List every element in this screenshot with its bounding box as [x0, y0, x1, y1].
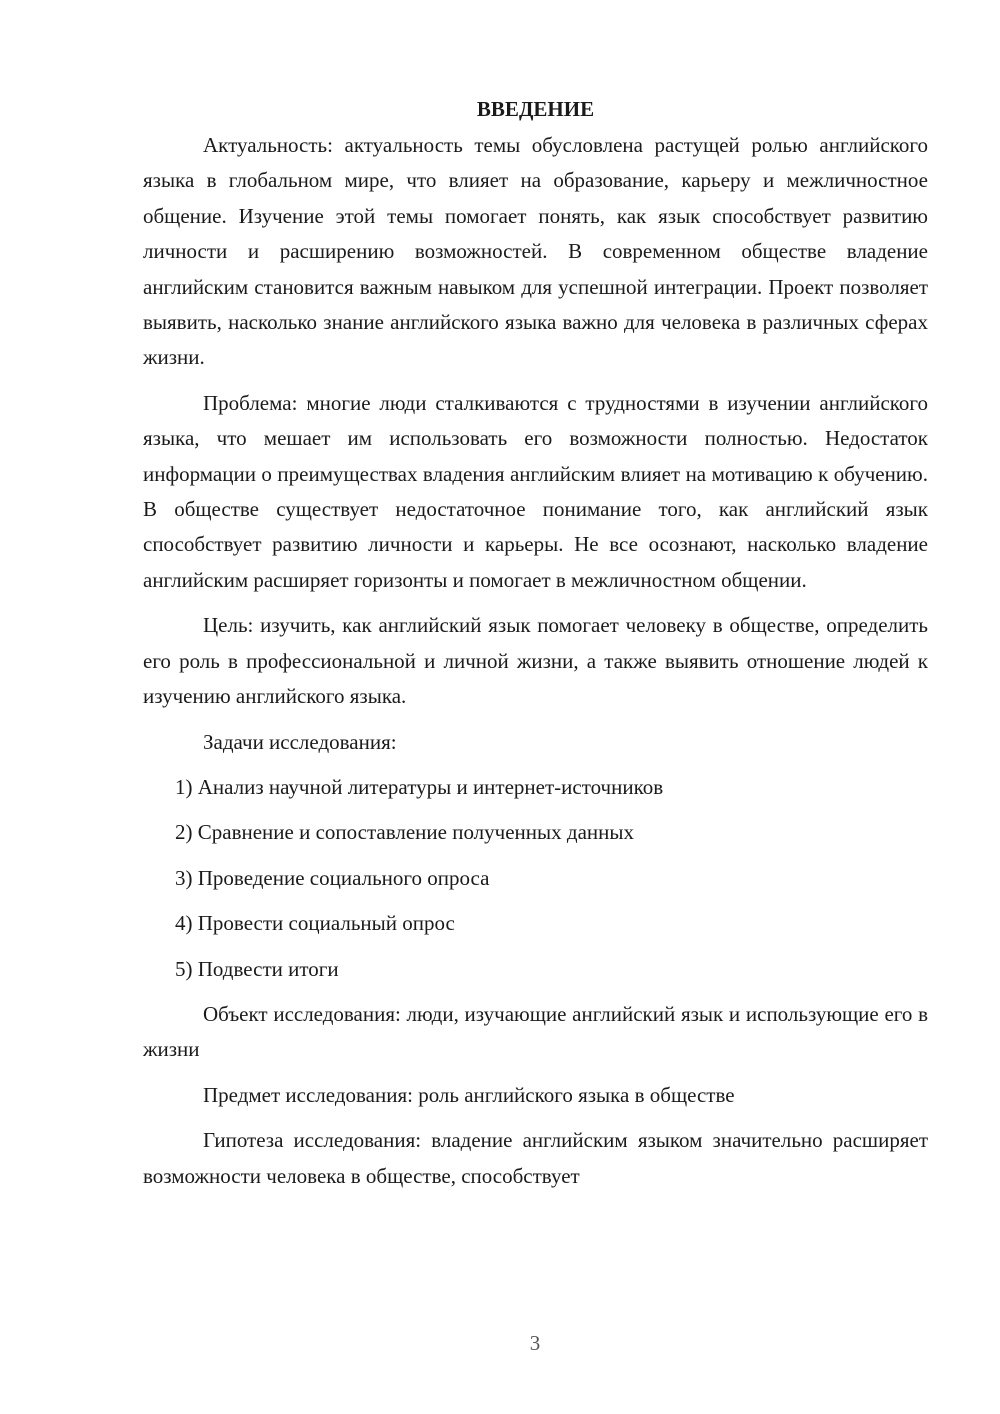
object-paragraph: Объект исследования: люди, изучающие английский язык и использующие его в жизни: [143, 1001, 928, 1062]
subject-paragraph: Предмет исследования: роль английского языка в обществе: [203, 1082, 735, 1107]
task-item: 1) Анализ научной литературы и интернет-источников: [175, 774, 664, 799]
task-item: 5) Подвести итоги: [175, 956, 339, 981]
task-item: 4) Провести социальный опрос: [175, 911, 455, 936]
problem-paragraph: Проблема: многие люди сталкиваются с трудностями в изучении английского языка, что мешает им использовать его возможности полностью. Недостаток информации о преимуществах владения английским влияет на мотивацию к обучению. В обществе существует недостаточное понимание того, как английский язык способствует развитию личности и карьеры. Не все осознают, насколько владение английским расширяет горизонты и помогает в межличностном общении.: [143, 390, 928, 592]
task-item: 3) Проведение социального опроса: [175, 865, 490, 890]
hypothesis-paragraph: Гипотеза исследования: владение английским языком значительно расширяет возможности человека в обществе, способствует: [143, 1128, 928, 1188]
page-title: ВВЕДЕНИЕ: [476, 97, 595, 121]
goal-paragraph: Цель: изучить, как английский язык помогает человеку в обществе, определить его роль в профессиональной и личной жизни, а также выявить отношение людей к изучению английского языка.: [143, 613, 928, 709]
page-content: [143, 92, 928, 1204]
tasks-heading: Задачи исследования:: [203, 729, 397, 754]
relevance-paragraph: Актуальность: актуальность темы обусловлена растущей ролью английского языка в глобальном мире, что влияет на образование, карьеру и межличностное общение. Изучение этой темы помогает понять, как язык способствует развитию личности и расширению возможностей. В современном обществе владение английским становится важным навыком для успешной интеграции. Проект позволяет выявить, насколько знание английского языка важно для человека в различных сферах жизни.: [143, 133, 928, 370]
task-item: 2) Сравнение и сопоставление полученных данных: [175, 820, 634, 845]
page-number: 3: [529, 1331, 541, 1355]
